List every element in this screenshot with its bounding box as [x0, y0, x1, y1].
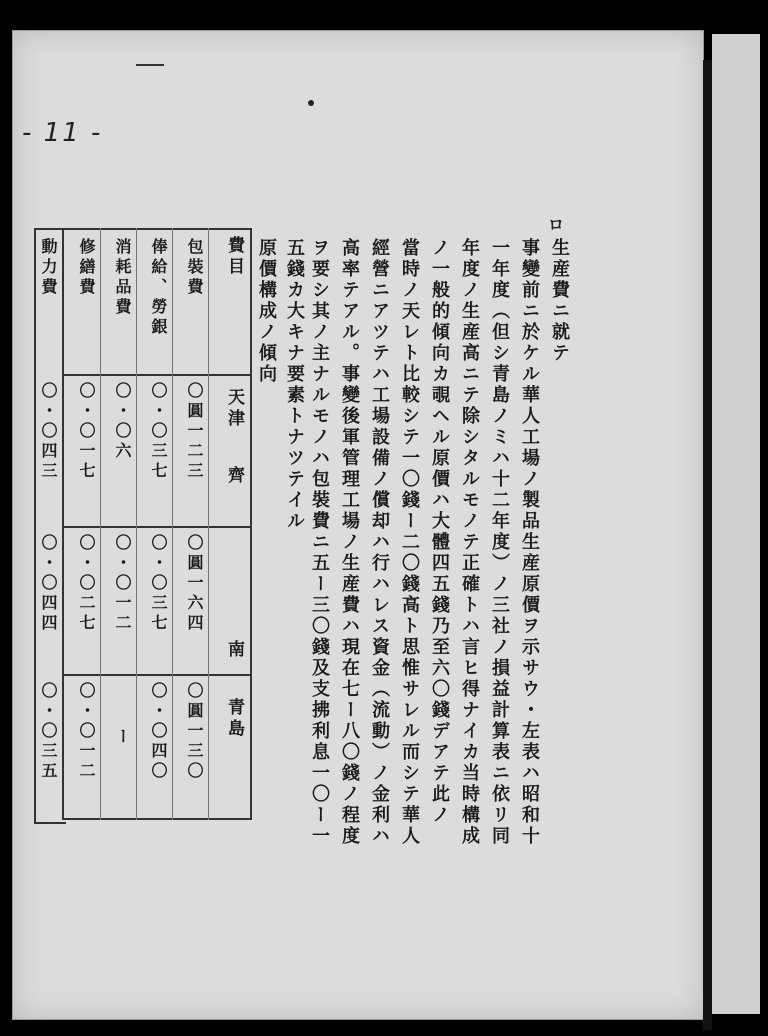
text-column: 事變前ニ於ケル華人工場ノ製品生産原價ヲ示サウ・左表ハ昭和十 [519, 238, 540, 847]
table-header-item: 費目 [224, 236, 244, 278]
table-extension [34, 228, 66, 824]
table-rule [64, 818, 250, 820]
row-label: 俸給、勞銀 [149, 238, 168, 338]
text-column: 年度ノ生産高ニテ除シタルモノテ正確トハ言ヒ得ナイカ当時構成 [459, 238, 480, 847]
section-marker: ロ [548, 215, 565, 234]
cell-qingdao: ー [113, 728, 132, 748]
table-rule [64, 228, 250, 230]
text-column-heading: 原價構成ノ傾向 [256, 238, 277, 385]
text-column: 生産費ニ就テ [549, 238, 570, 364]
cell-jinan: 〇・〇一二 [113, 534, 132, 634]
table-header-tianjin: 天津 [224, 388, 244, 430]
page-edge-shadow [703, 60, 712, 1030]
table-rule [64, 374, 250, 376]
text-column: ヲ要シ其ノ主ナルモノハ包裝費ニ五ー三〇錢及支拂利息一〇ー一 [309, 238, 330, 847]
text-column: 高率テアル。事變後軍管理工場ノ生産費ハ現在七ー八〇錢ノ程度 [339, 238, 360, 847]
row-label: 修繕費 [77, 238, 96, 298]
cell-tianjin: 〇・〇三七 [149, 382, 168, 482]
row-label: 消耗品費 [113, 238, 132, 318]
cell-jinan: 〇・〇二七 [77, 534, 96, 634]
row-label: 動力費 [39, 238, 58, 298]
cell-qingdao: 〇・〇一二 [77, 682, 96, 782]
cell-qingdao: 〇・〇四〇 [149, 682, 168, 782]
cell-tianjin: 〇圓一二三 [185, 382, 204, 482]
table-rule [64, 674, 250, 676]
text-column: 一年度（但シ青島ノミハ十二年度）ノ三社ノ損益計算表ニ依リ同 [489, 238, 510, 847]
cell-jinan: 〇圓一六四 [185, 534, 204, 634]
cell-jinan: 〇・〇四四 [39, 534, 58, 634]
table-header-qingdao: 青島 [224, 698, 244, 740]
text-column: 當時ノ天レト比較シテ一〇錢ー二〇錢高ト思惟サレル而シテ華人 [399, 238, 420, 847]
cell-jinan: 〇・〇三七 [149, 534, 168, 634]
scan-dot [308, 100, 314, 106]
table-header-nan: 南 [224, 640, 244, 661]
cell-tianjin: 〇・〇一七 [77, 382, 96, 482]
cell-qingdao: 〇・〇三五 [39, 682, 58, 782]
page-number: - 11 - [22, 118, 103, 148]
cell-qingdao: 〇圓一三〇 [185, 682, 204, 782]
text-column: 經營ニアツテハ工場設備ノ償却ハ行ハレス資金（流動）ノ金利ハ [369, 238, 390, 847]
table-rule [64, 526, 250, 528]
cell-tianjin: 〇・〇四三 [39, 382, 58, 482]
cell-tianjin: 〇・〇六 [113, 382, 132, 462]
row-label: 包裝費 [185, 238, 204, 298]
adjacent-page-strip [712, 34, 760, 1014]
text-column: 五錢カ大キナ要素トナツテイル [284, 238, 305, 532]
scan-mark [136, 64, 164, 66]
table-header-qi: 齊 [224, 466, 244, 487]
cost-table [62, 228, 252, 820]
text-column: ノ一般的傾向カ覗ヘル原價ハ大體四五錢乃至六〇錢デアテ此ノ [429, 238, 450, 826]
